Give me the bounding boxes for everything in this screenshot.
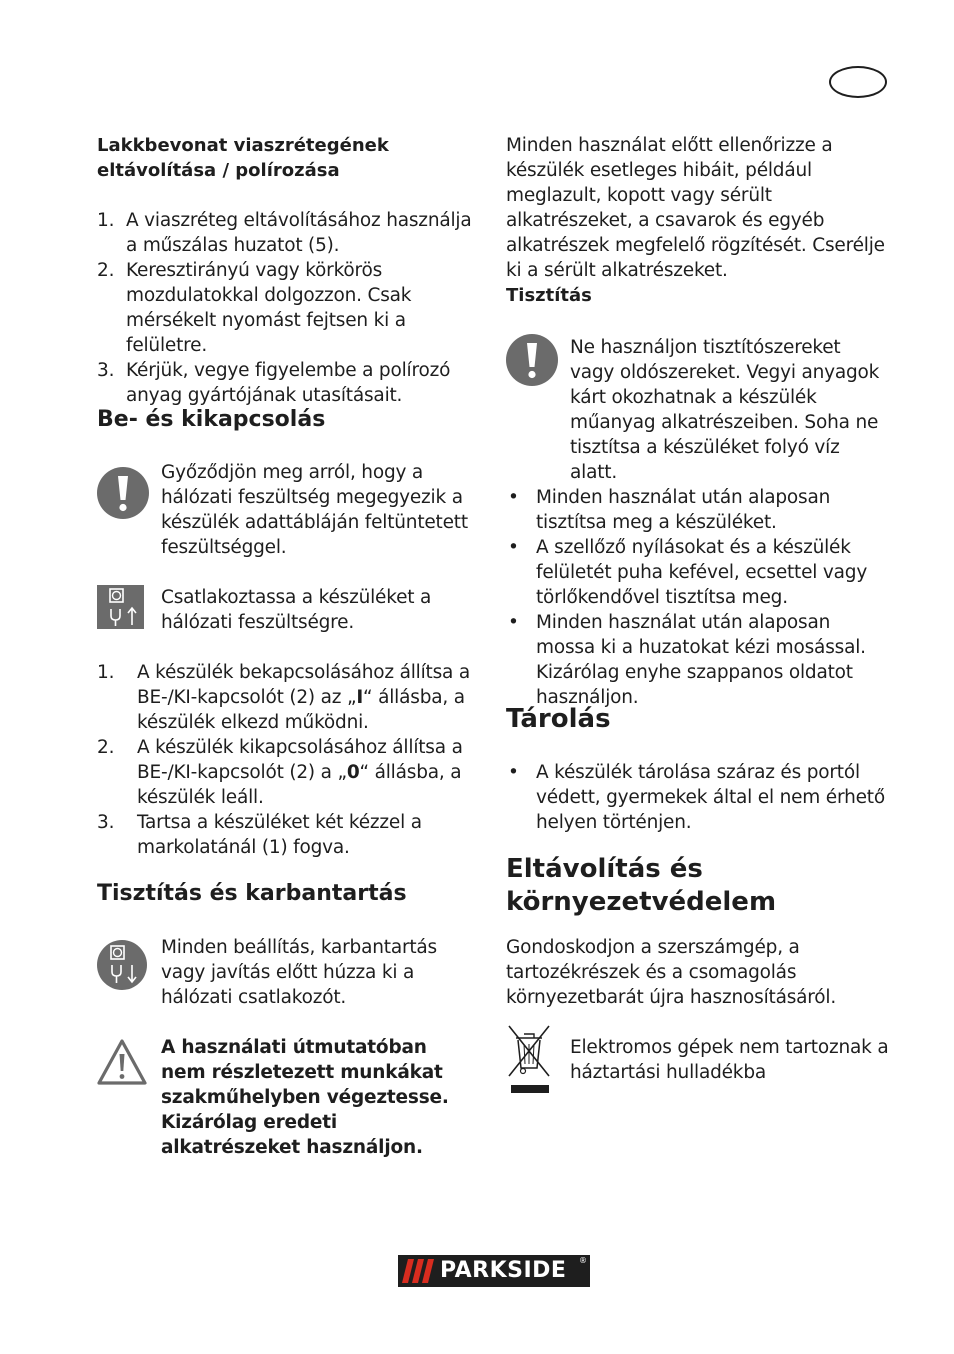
- warning-triangle-icon: [96, 1038, 148, 1090]
- step-number: 3.: [97, 360, 115, 381]
- bullet-text: Minden használat után alaposan tisztítsa meg a készüléket.: [536, 487, 831, 533]
- crossed-bin-icon: [506, 1024, 552, 1098]
- exclamation-icon: [97, 467, 149, 523]
- plug-in-icon: [97, 585, 144, 633]
- language-badge: [829, 66, 887, 98]
- step-text-post: “ állásba, a készülék leáll.: [137, 762, 462, 808]
- bullet-icon: •: [508, 762, 519, 783]
- storage-heading: Tárolás: [506, 704, 611, 734]
- switch-position-on: I: [356, 687, 364, 708]
- list-item: [97, 735, 482, 810]
- cleaning-note: Ne használjon tisztítószereket vagy oldószereket. Vegyi anyagok kárt okozhatnak a készülék műanyag alkatrészeiben. Soha ne tisztítsa a készüléket folyó víz alatt.: [570, 337, 880, 483]
- maintenance-warning: A használati útmutatóban nem részletezett munkákat szakműhelyben végeztesse. Kizárólag eredeti alkatrészeket használjon.: [161, 1037, 449, 1158]
- maintenance-heading: Tisztítás és karbantartás: [97, 881, 407, 906]
- list-item: [506, 610, 891, 710]
- step-number: 2.: [97, 737, 115, 758]
- inspection-text: Minden használat előtt ellenőrizze a készülék esetleges hibáit, például meglazult, kopott vagy sérült alkatrészeket, a csavarok és egyéb alkatrészek megfelelő rögzítését. Cserélje ki a sérült alkatrészeket.: [506, 135, 885, 281]
- switch-position-off: 0: [346, 762, 360, 783]
- disposal-heading: Eltávolítás és környezetvédelem: [506, 854, 777, 917]
- step-text-pre: A készülék bekapcsolásához állítsa a BE-/KI-kapcsolót (2) az „: [137, 662, 470, 708]
- cleaning-bullets: [506, 485, 891, 710]
- step-number: 1.: [97, 210, 115, 231]
- exclamation-icon: [506, 334, 558, 390]
- bullet-icon: •: [508, 487, 519, 508]
- step-text-pre: A készülék kikapcsolásához állítsa a BE-/KI-kapcsolót (2) a „: [137, 737, 463, 783]
- step-text: Tartsa a készüléket két kézzel a markolatánál (1) fogva.: [137, 812, 422, 858]
- list-item: [97, 810, 482, 860]
- bullet-text: A szellőző nyílásokat és a készülék felületét puha kefével, ecsettel vagy törlőkendővel tisztítsa meg.: [536, 537, 868, 608]
- switch-heading: Be- és kikapcsolás: [97, 407, 326, 432]
- storage-bullets: [506, 760, 891, 835]
- bullet-icon: •: [508, 537, 519, 558]
- list-item: [506, 535, 891, 610]
- logo-registered-mark: ®: [579, 1256, 587, 1265]
- maintenance-note: Minden beállítás, karbantartás vagy javítás előtt húzza ki a hálózati csatlakozót.: [161, 937, 437, 1008]
- list-item: [97, 358, 472, 408]
- brand-logo: [398, 1255, 590, 1287]
- step-text: A viaszréteg eltávolításához használja a műszálas huzatot (5).: [126, 210, 472, 256]
- switch-note-connect: Csatlakoztassa a készüléket a hálózati feszültségre.: [161, 587, 432, 633]
- bullet-text: Minden használat után alaposan mossa ki a huzatokat kézi mosással. Kizárólag enyhe szappanos oldatot használjon.: [536, 612, 866, 708]
- disposal-text: Gondoskodjon a szerszámgép, a tartozékrészek és a csomagolás környezetbarát újra hasznosításáról.: [506, 937, 837, 1008]
- step-number: 1.: [97, 662, 115, 683]
- step-text-post: “ állásba, a készülék elkezd működni.: [137, 687, 465, 733]
- disposal-note: Elektromos gépek nem tartoznak a háztartási hulladékba: [570, 1037, 889, 1083]
- list-item: [97, 660, 482, 735]
- list-item: [97, 208, 472, 258]
- step-text: Keresztirányú vagy körkörös mozdulatokkal dolgozzon. Csak mérsékelt nyomást fejtsen ki a felületre.: [126, 260, 412, 356]
- step-number: 2.: [97, 260, 115, 281]
- list-item: [506, 485, 891, 535]
- wax-heading: Lakkbevonat viaszrétegének eltávolítása / polírozása: [97, 135, 389, 181]
- list-item: [506, 760, 891, 835]
- bullet-text: A készülék tárolása száraz és portól védett, gyermekek által el nem érhető helyen történjen.: [536, 762, 885, 833]
- step-text: Kérjük, vegye figyelembe a polírozó anyag gyártójának utasításait.: [126, 360, 451, 406]
- list-item: [97, 258, 472, 358]
- logo-stripes-icon: [402, 1259, 436, 1283]
- unplug-icon: [97, 940, 147, 994]
- switch-note-voltage: Győződjön meg arról, hogy a hálózati feszültség megegyezik a készülék adattábláján feltüntetett feszültséggel.: [161, 462, 468, 558]
- wax-steps: [97, 208, 472, 408]
- cleaning-heading: Tisztítás: [506, 285, 592, 306]
- switch-steps: [97, 660, 482, 860]
- step-number: 3.: [97, 812, 115, 833]
- bullet-icon: •: [508, 612, 519, 633]
- logo-text: PARKSIDE: [440, 1258, 567, 1283]
